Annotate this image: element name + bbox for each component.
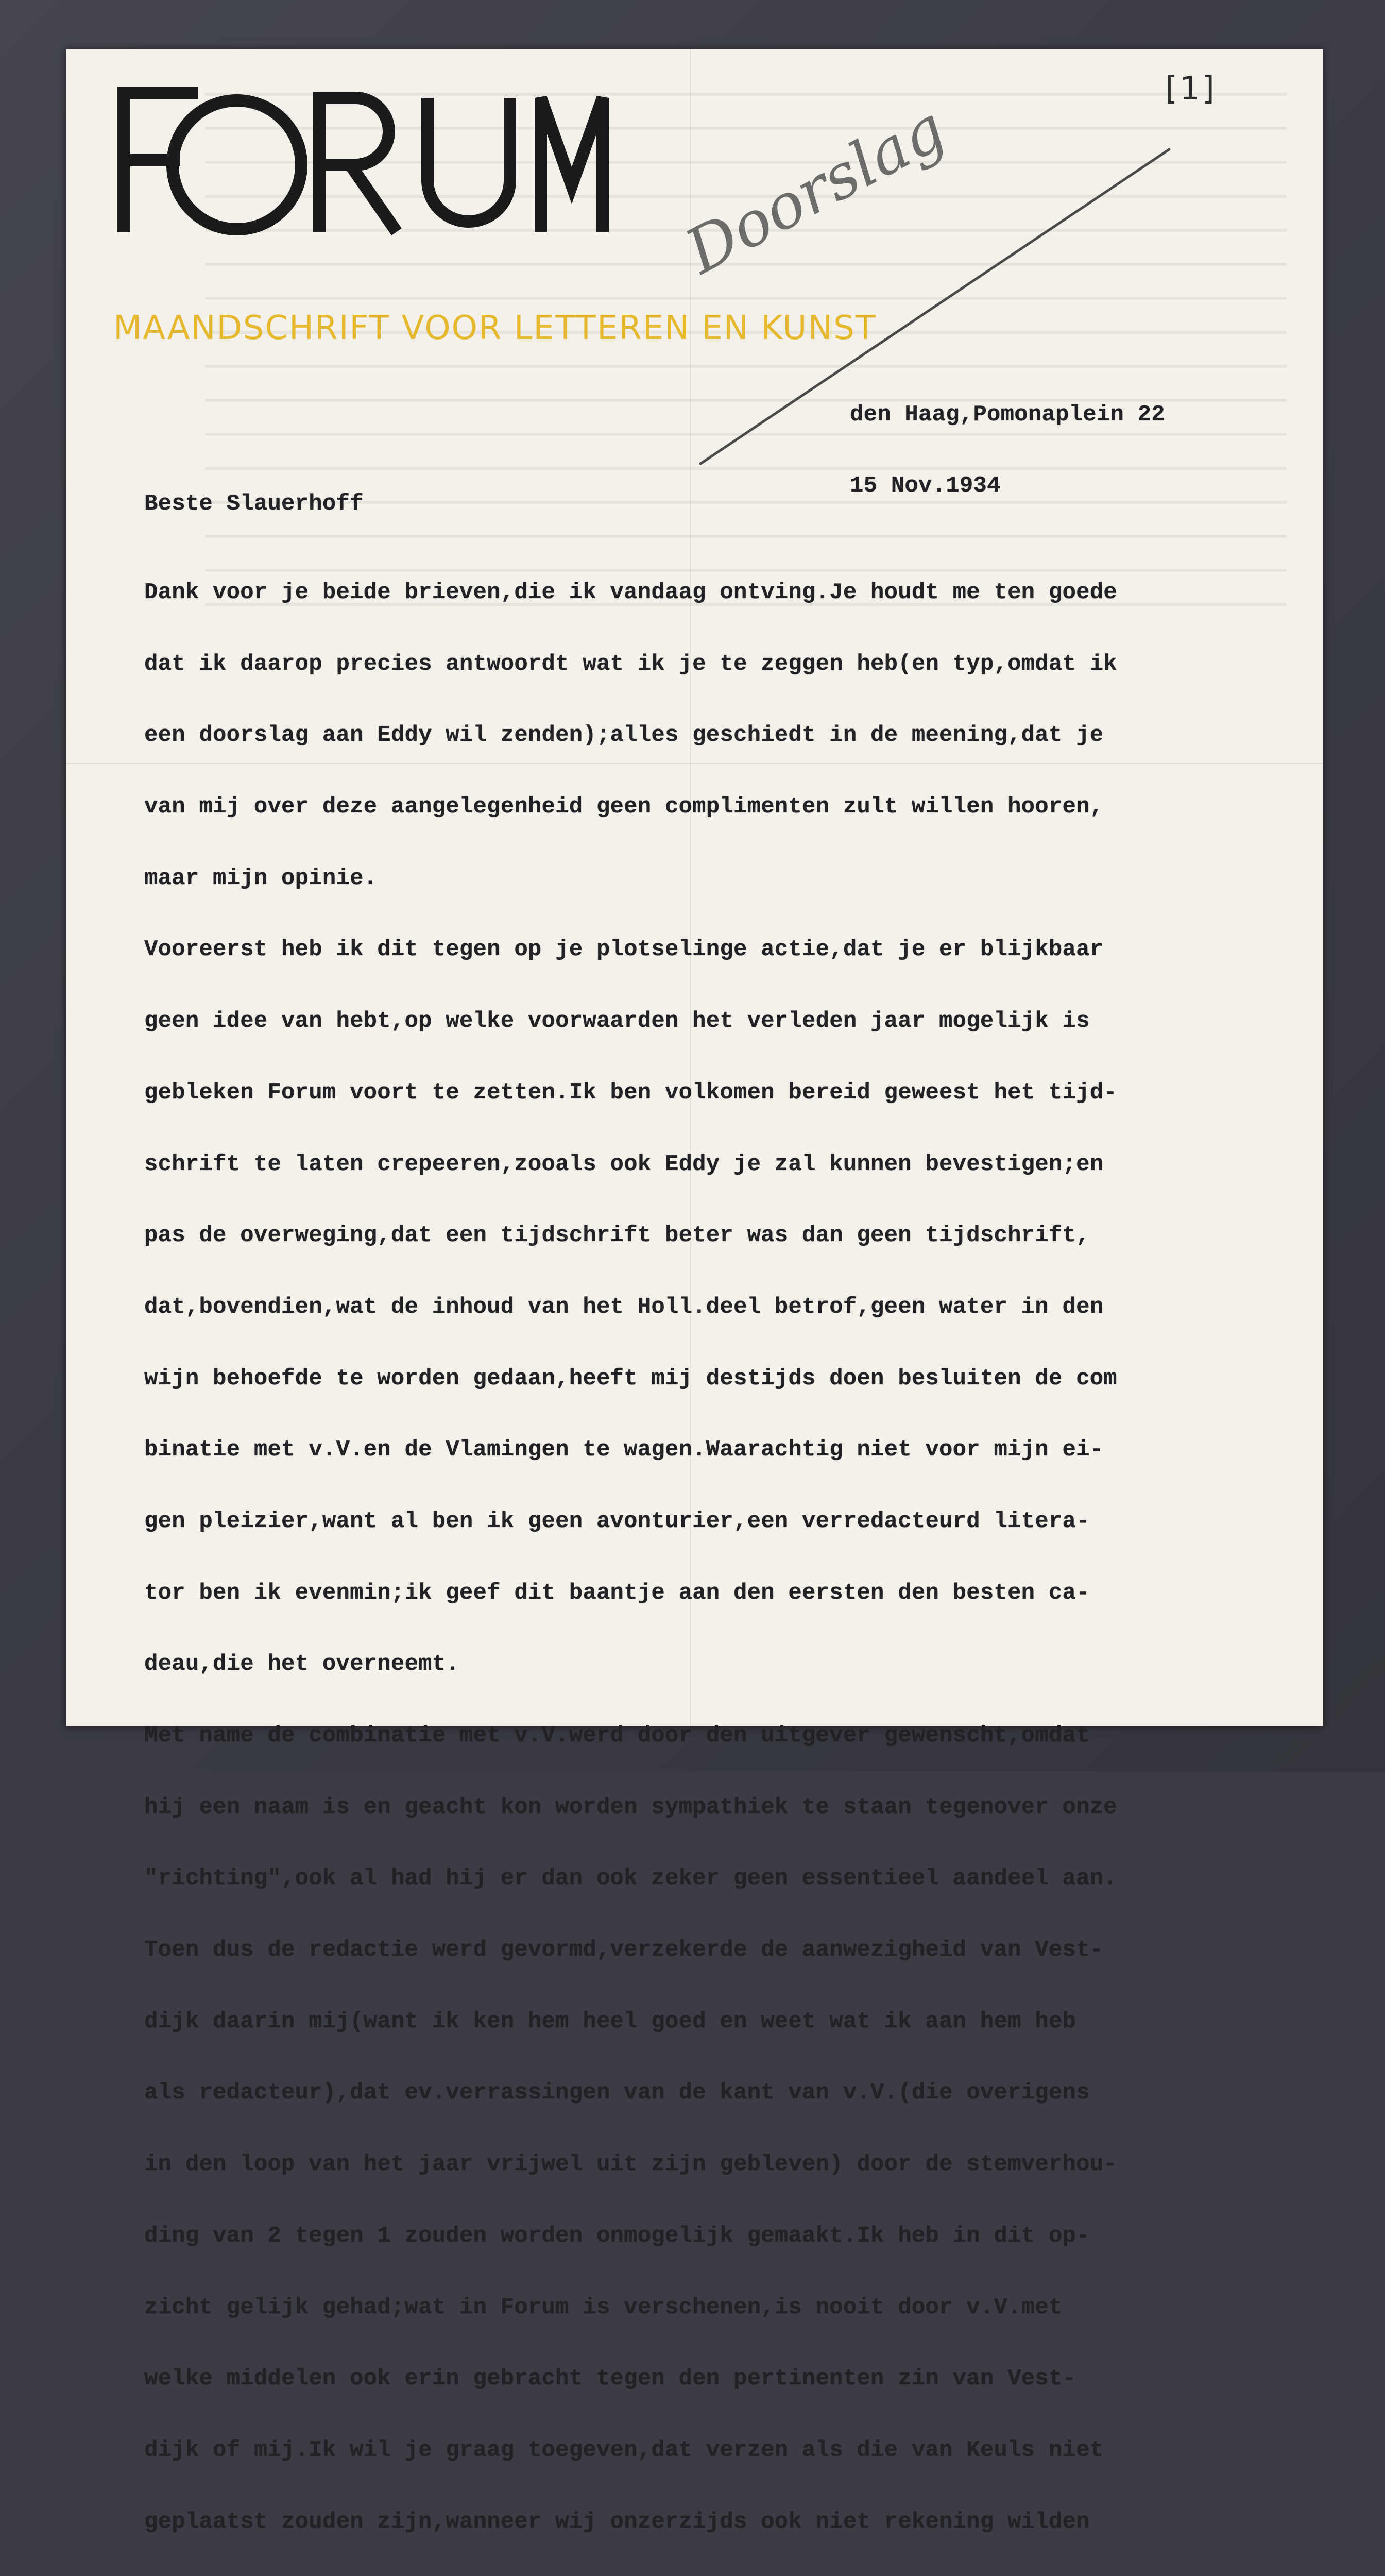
address-block bbox=[850, 355, 1165, 521]
address-street: den Haag,Pomonaplein 22 bbox=[850, 402, 1165, 428]
address-date: 15 Nov.1934 bbox=[850, 473, 1001, 499]
body-line: binatie met v.V.en de Vlamingen te wagen.Waarachtig niet voor mijn ei- bbox=[144, 1437, 1104, 1463]
body-line: een doorslag aan Eddy wil zenden);alles geschiedt in de meening,dat je bbox=[144, 722, 1104, 749]
page-number: [1] bbox=[1165, 70, 1217, 107]
salutation: Beste Slauerhoff bbox=[144, 491, 364, 517]
body-line: Met name de combinatie met v.V.werd door den uitgever gewenscht,omdat bbox=[144, 1723, 1090, 1749]
body-line: Dank voor je beide brieven,die ik vandaag ontving.Je houdt me ten goede bbox=[144, 580, 1117, 605]
body-line: "richting",ook al had hij er dan ook zeker geen essentieel aandeel aan. bbox=[144, 1866, 1117, 1892]
body-line: Vooreerst heb ik dit tegen op je plotselinge actie,dat je er blijkbaar bbox=[144, 937, 1104, 963]
body-line: ding van 2 tegen 1 zouden worden onmogelijk gemaakt.Ik heb in dit op- bbox=[144, 2223, 1090, 2249]
body-line: in den loop van het jaar vrijwel uit zijn gebleven) door de stemverhou- bbox=[144, 2151, 1117, 2178]
forum-logo bbox=[108, 82, 623, 237]
body-line: tor ben ik evenmin;ik geef dit baantje aan den eersten den besten ca- bbox=[144, 1580, 1090, 1606]
body-line: deau,die het overneemt. bbox=[144, 1651, 459, 1677]
body-line: zicht gelijk gehad;wat in Forum is verschenen,is nooit door v.V.met bbox=[144, 2294, 1063, 2320]
handwritten-annotation: Doorslag bbox=[674, 92, 957, 288]
body-line: geplaatst zouden zijn,wanneer wij onzerzijds ook niet rekening wilden bbox=[144, 2509, 1090, 2535]
body-line: dat,bovendien,wat de inhoud van het Holl.deel betrof,geen water in den bbox=[144, 1294, 1104, 1320]
letter-body bbox=[144, 533, 1246, 2576]
body-line: dijk daarin mij(want ik ken hem heel goed en weet wat ik aan hem heb bbox=[144, 2008, 1076, 2035]
body-line: pas de overweging,dat een tijdschrift beter was dan geen tijdschrift, bbox=[144, 1223, 1090, 1249]
body-line: schrift te laten crepeeren,zooals ook Eddy je zal kunnen bevestigen;en bbox=[144, 1151, 1104, 1177]
body-line: gebleken Forum voort te zetten.Ik ben volkomen bereid geweest het tijd- bbox=[144, 1079, 1117, 1106]
body-line: geen idee van hebt,op welke voorwaarden het verleden jaar mogelijk is bbox=[144, 1008, 1090, 1035]
body-line: maar mijn opinie. bbox=[144, 865, 378, 891]
body-line: van mij over deze aangelegenheid geen complimenten zult willen hooren, bbox=[144, 794, 1104, 820]
body-line: dat ik daarop precies antwoordt wat ik je te zeggen heb(en typ,omdat ik bbox=[144, 651, 1117, 677]
body-line: gen pleizier,want al ben ik geen avonturier,een verredacteurd litera- bbox=[144, 1508, 1090, 1534]
body-line: wijn behoefde te worden gedaan,heeft mij destijds doen besluiten de com bbox=[144, 1365, 1117, 1392]
forum-title-text: FORUM bbox=[108, 82, 110, 83]
body-line: Toen dus de redactie werd gevormd,verzekerde de aanwezigheid van Vest- bbox=[144, 1937, 1104, 1963]
body-line: hij een naam is en geacht kon worden sympathiek te staan tegenover onze bbox=[144, 1794, 1117, 1820]
body-line: dijk of mij.Ik wil je graag toegeven,dat verzen als die van Keuls niet bbox=[144, 2437, 1104, 2463]
letterhead-subtitle: MAANDSCHRIFT VOOR LETTEREN EN KUNST bbox=[113, 309, 877, 347]
body-line: als redacteur),dat ev.verrassingen van de kant van v.V.(die overigens bbox=[144, 2080, 1090, 2106]
body-line: welke middelen ook erin gebracht tegen den pertinenten zin van Vest- bbox=[144, 2366, 1076, 2392]
